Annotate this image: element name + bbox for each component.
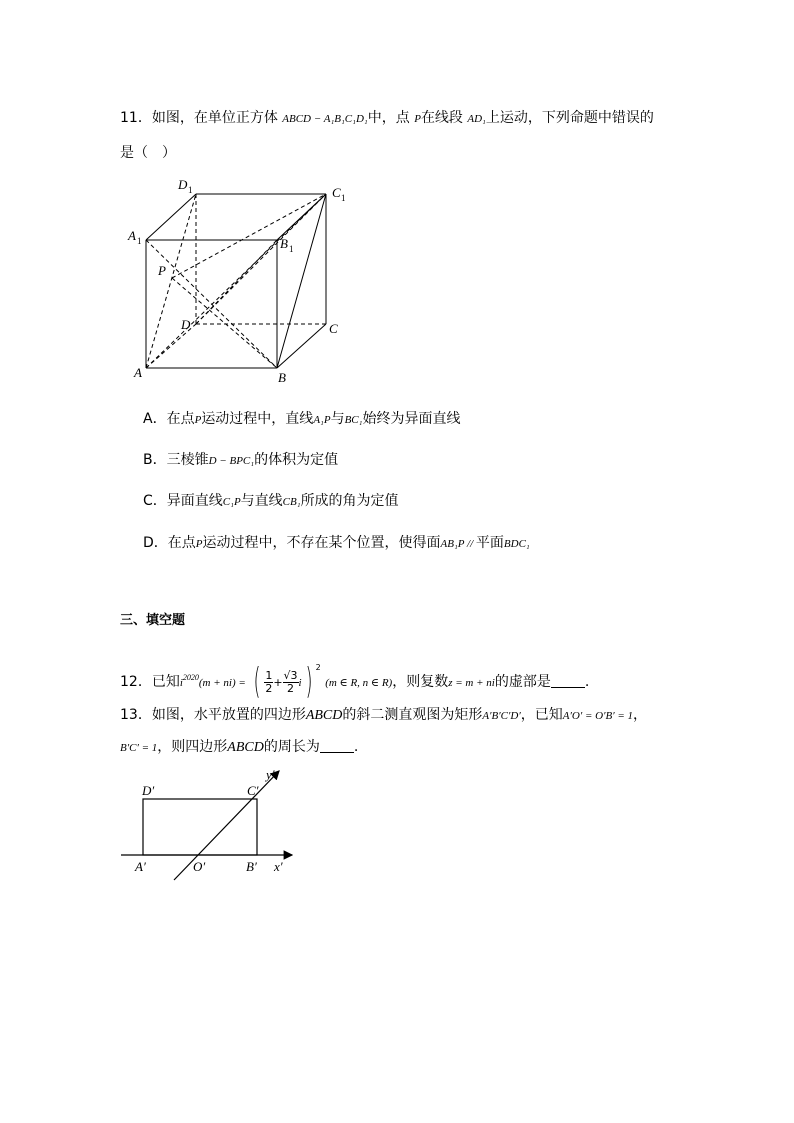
rectangle-abcd bbox=[143, 799, 257, 855]
q12-text-2: ，则复数 bbox=[392, 674, 449, 690]
q13-end: . bbox=[353, 739, 359, 755]
q12-plus: + bbox=[273, 676, 283, 689]
q13-label-D: D′ bbox=[142, 783, 155, 798]
option-c-mid: 与直线 bbox=[240, 493, 283, 509]
option-d-mid2: 平面 bbox=[475, 535, 504, 551]
q12-frac1: $\frac{1}{2}$ bbox=[265, 668, 273, 695]
q12-cond: (m ∈ R, n ∈ R) bbox=[325, 677, 393, 689]
q12-line: 12．已知$i^{2020}(m + ni)$ = ( $\frac{1}{2}$ + $\frac{√3}{2}$ i) $^2$ (m ∈ R, n ∈ R)，则复数z = m + ni的虚部是 . bbox=[120, 661, 590, 702]
q11-text-5: 是（ ） bbox=[120, 145, 176, 161]
q13-text-6: 的周长为 bbox=[263, 739, 320, 755]
option-d-expr2: BDC₁ bbox=[503, 538, 530, 550]
q13-number: 13． bbox=[120, 707, 152, 723]
q12-lhs-exp: 2020 bbox=[182, 673, 199, 682]
option-a-suffix: 始终为异面直线 bbox=[362, 411, 461, 427]
cube-label-C1-sub: 1 bbox=[341, 193, 346, 203]
option-c-expr2: CB₁ bbox=[282, 496, 301, 508]
q13-rect: A′B′C′D′ bbox=[482, 710, 521, 722]
option-a-expr2: BC₁ bbox=[344, 414, 363, 426]
option-b-prefix: B．三棱锥 bbox=[143, 452, 209, 468]
q13-label-O: O′ bbox=[193, 859, 206, 874]
q13-label-A: A′ bbox=[135, 859, 146, 874]
q11-text-4: 上运动，下列命题中错误的 bbox=[485, 110, 654, 126]
q12-frac2: $\frac{√3}{2}$ bbox=[283, 668, 298, 695]
q11-solid: ABCD − A₁B₁C₁D₁ bbox=[282, 113, 368, 125]
cube-label-A1-sub: 1 bbox=[137, 236, 142, 246]
q11-text-2: 中，点 bbox=[367, 110, 410, 126]
q13-quad2: ABCD bbox=[227, 740, 264, 755]
q12-text-1: 已知 bbox=[151, 674, 180, 690]
option-d-prefix: D．在点 bbox=[143, 535, 196, 551]
q11-text-1: 如图，在单位正方体 bbox=[151, 110, 278, 126]
q13-text-5: ，则四边形 bbox=[157, 739, 228, 755]
q12-i: i bbox=[298, 677, 302, 689]
option-c-expr1: C₁P bbox=[222, 496, 241, 508]
cube-label-B: B bbox=[278, 370, 286, 385]
y-axis bbox=[174, 771, 279, 880]
option-b-expr1: D − BPC₁ bbox=[208, 455, 255, 467]
cube-label-D1-sub: 1 bbox=[188, 185, 193, 195]
cube-label-C1: C bbox=[332, 185, 341, 200]
q13-text-1: 如图，水平放置的四边形 bbox=[151, 707, 306, 723]
q13-text-2: 的斜二测直观图为矩形 bbox=[342, 707, 483, 723]
cube-label-P: P bbox=[158, 263, 166, 278]
q12-lhs-rest: (m + ni) = bbox=[198, 677, 246, 689]
q12-z-expr: z = m + ni bbox=[448, 677, 495, 689]
cube-label-D: D bbox=[181, 317, 191, 332]
q12-text-3: 的虚部是 bbox=[494, 674, 551, 690]
q13-label-y: y′ bbox=[266, 767, 275, 782]
option-a-expr1: A₁P bbox=[313, 414, 331, 426]
q12-number: 12． bbox=[120, 674, 152, 690]
cube-label-A1: A bbox=[128, 228, 136, 243]
option-d-expr1: AB₁P // bbox=[440, 538, 476, 550]
q13-label-x: x′ bbox=[274, 859, 283, 874]
q11-segment: AD₁ bbox=[467, 113, 486, 125]
q11-text-3: 在线段 bbox=[420, 110, 463, 126]
q13-eq1: A′O′ = O′B′ = 1 bbox=[562, 710, 634, 722]
q13-label-C: C′ bbox=[247, 783, 259, 798]
option-a-mid: 运动过程中，直线 bbox=[201, 411, 314, 427]
q13-eq2: B′C′ = 1 bbox=[120, 742, 158, 754]
q13-text-4: ， bbox=[633, 707, 648, 723]
option-a-prefix: A．在点 bbox=[143, 411, 195, 427]
q11-point: P bbox=[414, 113, 421, 125]
section-3-title: 三、填空题 bbox=[120, 613, 186, 628]
q13-label-B: B′ bbox=[246, 859, 257, 874]
option-d-mid: 运动过程中，不存在某个位置，使得面 bbox=[202, 535, 441, 551]
cube-label-A: A bbox=[134, 365, 142, 380]
q13-text-3: ，已知 bbox=[520, 707, 563, 723]
option-c-suffix: 所成的角为定值 bbox=[300, 493, 399, 509]
option-d-var: P bbox=[195, 538, 203, 550]
q13-quad: ABCD bbox=[305, 708, 343, 723]
cube-label-B1-sub: 1 bbox=[289, 244, 294, 254]
q12-lhs-base: i bbox=[179, 677, 183, 689]
cube-label-D1: D bbox=[178, 177, 188, 192]
q12-end: . bbox=[584, 674, 590, 690]
option-c-prefix: C．异面直线 bbox=[143, 493, 223, 509]
cube-label-C: C bbox=[329, 321, 338, 336]
option-a-mid2: 与 bbox=[330, 411, 345, 427]
cube-label-B1: B bbox=[280, 236, 288, 251]
option-a-var: P bbox=[194, 414, 202, 426]
q12-outer-exp: 2 bbox=[315, 663, 321, 672]
option-b-suffix: 的体积为定值 bbox=[254, 452, 339, 468]
q11-number: 11． bbox=[120, 110, 152, 126]
